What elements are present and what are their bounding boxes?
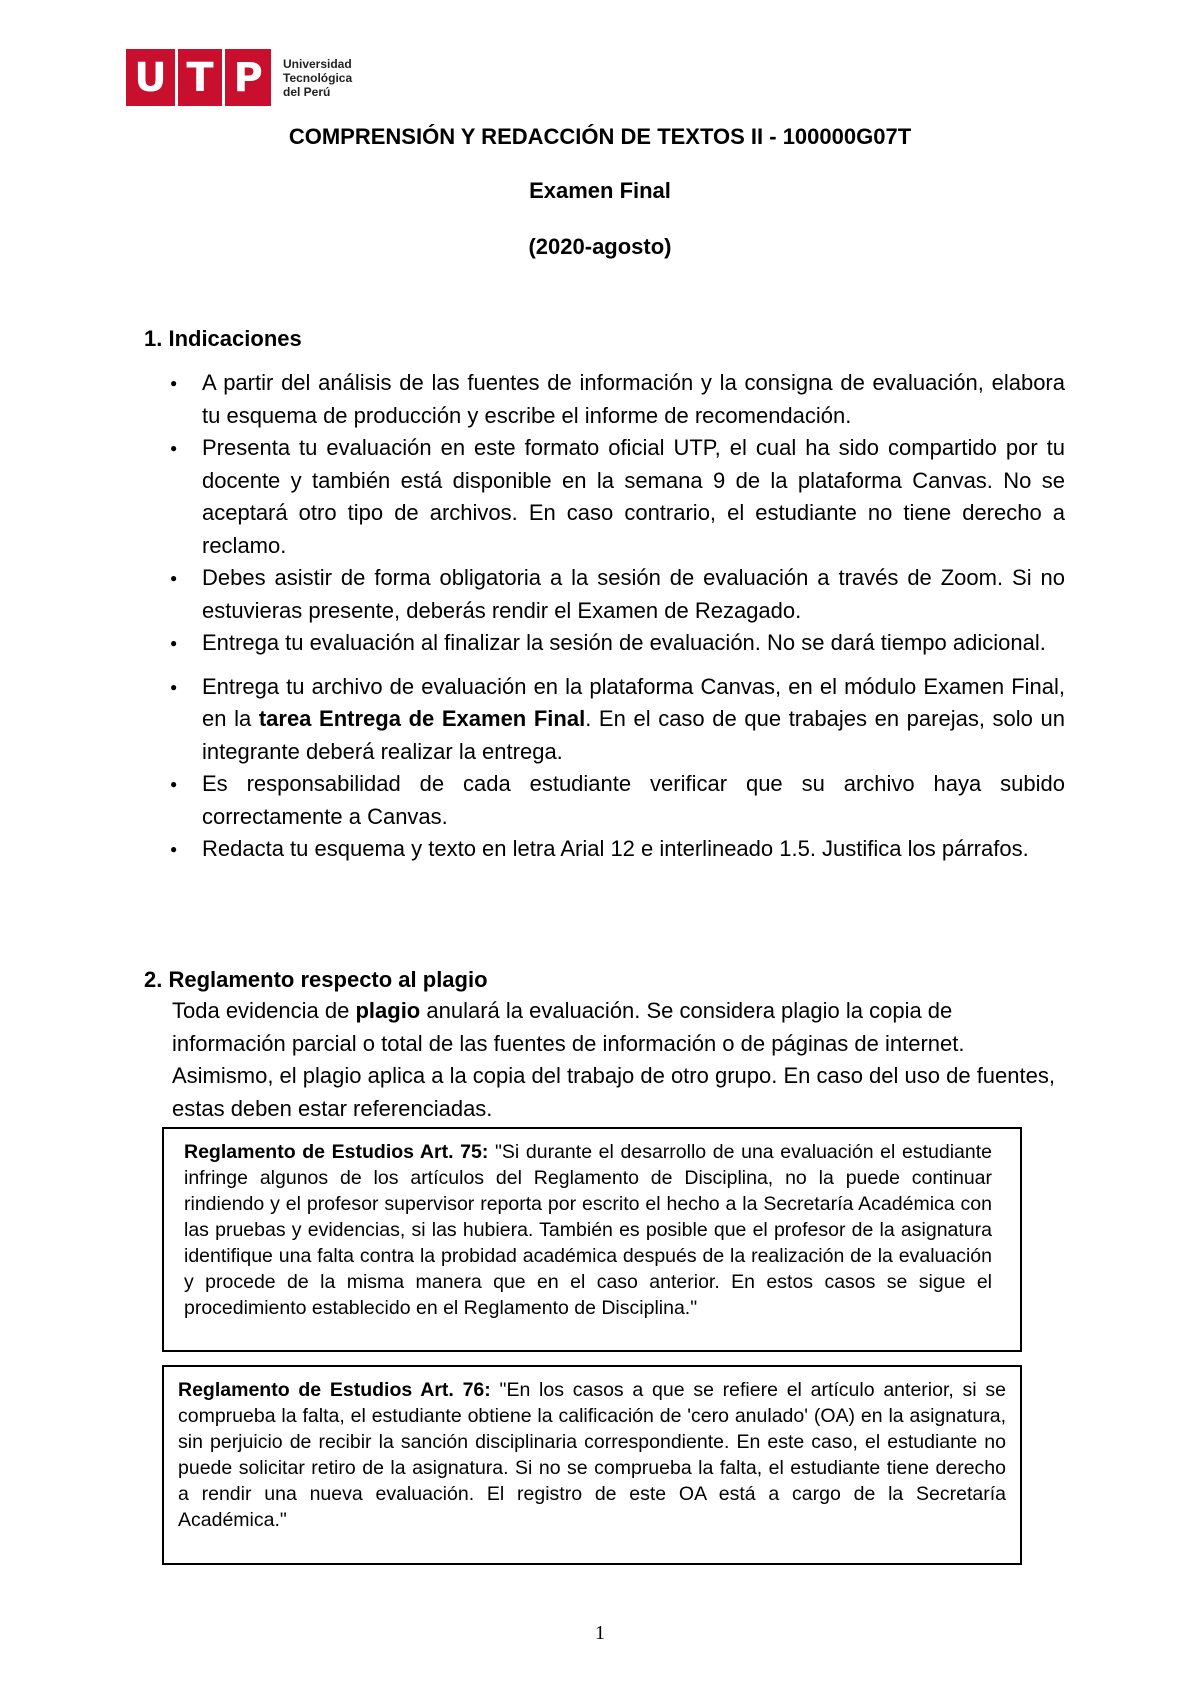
paragraph-text: Toda evidencia de <box>172 998 356 1023</box>
article-76-text: "En los casos a que se refiere el artículo anterior, si se comprueba la falta, el estudiante obtiene la calificación de 'cero anulado' (OA) en la asignatura, sin perjuicio de recibir la sanción disciplinaria correspondiente. En este caso, el estudiante no puede solicitar retiro de la asignatura. Si no se comprueba la falta, el estudiante tiene derecho a rendir una nueva evaluación. El registro de este OA está a cargo de la Secretaría Académica." <box>178 1379 1006 1531</box>
logo-letter-t: T <box>186 54 214 101</box>
list-item: ● Entrega tu evaluación al finalizar la sesión de evaluación. No se dará tiempo adicional. <box>170 627 1065 660</box>
section-indicaciones-heading: 1. Indicaciones <box>144 326 302 351</box>
task-name-emphasis: tarea Entrega de Examen Final <box>258 706 586 731</box>
indicaciones-list <box>170 367 1065 866</box>
logo-letter-p: P <box>233 54 263 101</box>
article-75-box <box>162 1127 1022 1352</box>
page-number: 1 <box>595 1622 605 1644</box>
utp-logo-wordmark <box>283 57 352 99</box>
logo-line-2: Tecnológica <box>283 70 353 85</box>
logo-line-3: del Perú <box>283 84 331 99</box>
list-item: ● Debes asistir de forma obligatoria a la sesión de evaluación a través de Zoom. Si no estuvieras presente, deberás rendir el Examen de Rezagado. <box>170 562 1065 627</box>
article-75-label: Reglamento de Estudios Art. 75: <box>184 1141 489 1163</box>
plagio-emphasis: plagio <box>355 998 421 1023</box>
article-75-text: "Si durante el desarrollo de una evaluación el estudiante infringe algunos de los artículos del Reglamento de Disciplina, no la puede continuar rindiendo y el profesor supervisor reporta por escrito el hecho a la Secretaría Académica con las pruebas y evidencias, si las hubiera. También es posible que el profesor de la asignatura identifique una falta contra la probidad académica después de la realización de la evaluación y procede de la misma manera que en el caso anterior. En estos casos se sigue el procedimiento establecido en el Reglamento de Disciplina." <box>184 1141 992 1319</box>
list-item: ● Presenta tu evaluación en este formato oficial UTP, el cual ha sido compartido por tu docente y también está disponible en la semana 9 de la plataforma Canvas. No se aceptará otro tipo de archivos. En caso contrario, el estudiante no tiene derecho a reclamo. <box>170 432 1065 562</box>
article-76-label: Reglamento de Estudios Art. 76: <box>178 1379 491 1401</box>
list-item <box>170 671 1065 769</box>
list-item-text: . En el caso de que trabajes en parejas, solo un integrante deberá realizar la entrega. <box>202 706 1066 764</box>
exam-title: Examen Final <box>529 178 671 203</box>
logo-letter-u: U <box>134 54 167 101</box>
plagio-paragraph <box>172 995 1070 1125</box>
list-item-text: Entrega tu archivo de evaluación en la plataforma Canvas, en el módulo Examen Final, en la <box>202 673 1065 731</box>
section-plagio-heading: 2. Reglamento respecto al plagio <box>144 967 488 992</box>
list-item: ● Redacta tu esquema y texto en letra Arial 12 e interlineado 1.5. Justifica los párrafos. <box>170 833 1065 866</box>
logo-line-1: Universidad <box>283 56 352 71</box>
logo-divider <box>222 49 225 106</box>
list-item: ● Es responsabilidad de cada estudiante verificar que su archivo haya subido correctamente a Canvas. <box>170 768 1065 833</box>
course-title: COMPRENSIÓN Y REDACCIÓN DE TEXTOS II - 100000G07T <box>288 124 912 149</box>
article-76-box <box>162 1365 1022 1565</box>
logo-divider <box>175 49 178 106</box>
paragraph-text: anulará la evaluación. Se considera plagio la copia de información parcial o total de las fuentes de información o de páginas de internet. Asimismo, el plagio aplica a la copia del trabajo de otro grupo. En caso del uso de fuentes, estas deben estar referenciadas. <box>172 998 1055 1121</box>
utp-logo <box>126 49 352 106</box>
exam-period: (2020-agosto) <box>528 234 672 259</box>
list-item: ● A partir del análisis de las fuentes de información y la consigna de evaluación, elabora tu esquema de producción y escribe el informe de recomendación. <box>170 367 1065 432</box>
utp-logo-mark <box>126 49 271 106</box>
